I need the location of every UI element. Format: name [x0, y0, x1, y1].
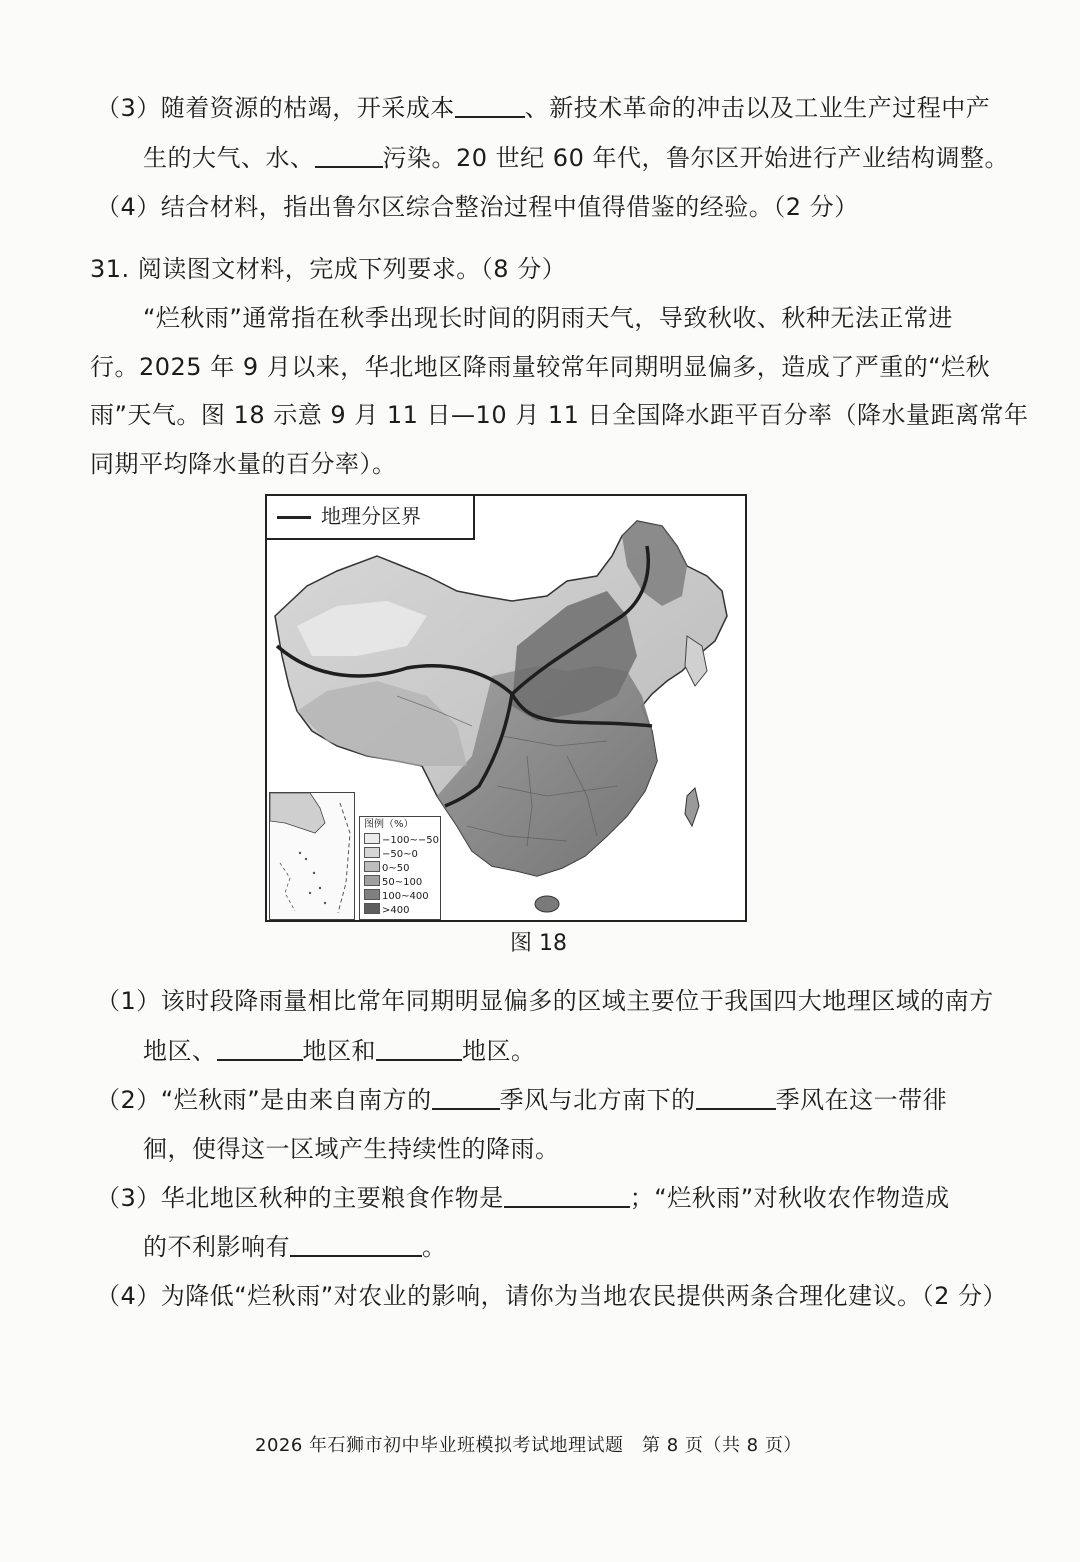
legend-item	[364, 833, 439, 845]
q30-3-line1	[96, 91, 990, 125]
boundary-legend-label: 地理分区界	[321, 504, 421, 528]
legend-swatch	[364, 875, 380, 886]
legend-item	[364, 847, 418, 859]
text: 、新技术革命的冲击以及工业生产过程中产	[524, 94, 991, 122]
text: （3）华北地区秋种的主要粮食作物是	[96, 1184, 504, 1212]
inset-map-image	[270, 793, 354, 919]
answer-blank[interactable]	[504, 1184, 630, 1208]
material-line4: 同期平均降水量的百分率）。	[90, 450, 397, 478]
precipitation-legend	[359, 816, 441, 920]
q31-3-line1	[96, 1181, 950, 1215]
answer-blank[interactable]	[290, 1233, 422, 1257]
legend-swatch	[364, 889, 380, 900]
legend-item	[364, 903, 409, 915]
text: （2）“烂秋雨”是由来自南方的	[96, 1086, 432, 1114]
q31-1-line1: （1）该时段降雨量相比常年同期明显偏多的区域主要位于我国四大地理区域的南方	[96, 987, 994, 1015]
boundary-legend	[267, 496, 475, 540]
precipitation-legend-title: 图例（%）	[364, 819, 414, 830]
precipitation-map	[265, 494, 747, 922]
q30-3-line2	[143, 141, 1009, 175]
material-line1: “烂秋雨”通常指在秋季出现长时间的阴雨天气，导致秋收、秋种无法正常进	[143, 304, 953, 332]
text: 地区。	[462, 1037, 536, 1065]
material-line3: 雨”天气。图 18 示意 9 月 11 日—10 月 11 日全国降水距平百分率（降水量距离常年	[90, 401, 1029, 429]
legend-item-label: −100~−50	[382, 835, 439, 846]
legend-item-label: >400	[382, 905, 410, 916]
material-line2: 行。2025 年 9 月以来，华北地区降雨量较常年同期明显偏多，造成了严重的“烂秋	[90, 353, 991, 381]
text: 污染。20 世纪 60 年代，鲁尔区开始进行产业结构调整。	[382, 144, 1009, 172]
q31-4: （4）为降低“烂秋雨”对农业的影响，请你为当地农民提供两条合理化建议。（2 分）	[96, 1282, 1008, 1310]
q30-4: （4）结合材料，指出鲁尔区综合整治过程中值得借鉴的经验。（2 分）	[96, 193, 859, 221]
text: ；“烂秋雨”对秋收农作物造成	[629, 1184, 950, 1212]
q31-2-line1	[96, 1083, 947, 1117]
legend-item	[364, 875, 422, 887]
answer-blank[interactable]	[376, 1037, 462, 1061]
legend-item	[364, 861, 409, 873]
text: 地区、	[143, 1037, 217, 1065]
answer-blank[interactable]	[315, 144, 383, 168]
page-footer: 2026 年石狮市初中毕业班模拟考试地理试题 第 8 页（共 8 页）	[255, 1435, 802, 1456]
q31-heading: 31. 阅读图文材料，完成下列要求。（8 分）	[90, 255, 567, 283]
legend-swatch	[364, 847, 380, 858]
text: 地区和	[302, 1037, 376, 1065]
answer-blank[interactable]	[217, 1037, 303, 1061]
text: 。	[422, 1233, 447, 1261]
text: 的不利影响有	[143, 1233, 290, 1261]
answer-blank[interactable]	[455, 94, 525, 118]
legend-item-label: 100~400	[382, 891, 429, 902]
legend-swatch	[364, 833, 380, 844]
text: 季风在这一带徘	[775, 1086, 948, 1114]
legend-item-label: 50~100	[382, 877, 423, 888]
q31-3-line2	[143, 1230, 447, 1264]
answer-blank[interactable]	[432, 1086, 500, 1110]
figure-caption: 图 18	[510, 931, 567, 956]
text: 季风与北方南下的	[499, 1086, 696, 1114]
text: 生的大气、水、	[143, 144, 315, 172]
legend-swatch	[364, 903, 380, 914]
answer-blank[interactable]	[696, 1086, 776, 1110]
text: （3）随着资源的枯竭，开采成本	[96, 94, 455, 122]
q31-1-line2	[143, 1034, 536, 1068]
legend-item	[364, 889, 429, 901]
q31-2-line2: 徊，使得这一区域产生持续性的降雨。	[143, 1135, 560, 1163]
boundary-line-symbol	[277, 516, 311, 519]
legend-item-label: 0~50	[382, 863, 410, 874]
legend-item-label: −50~0	[382, 849, 418, 860]
south-china-sea-inset	[269, 792, 355, 920]
legend-swatch	[364, 861, 380, 872]
